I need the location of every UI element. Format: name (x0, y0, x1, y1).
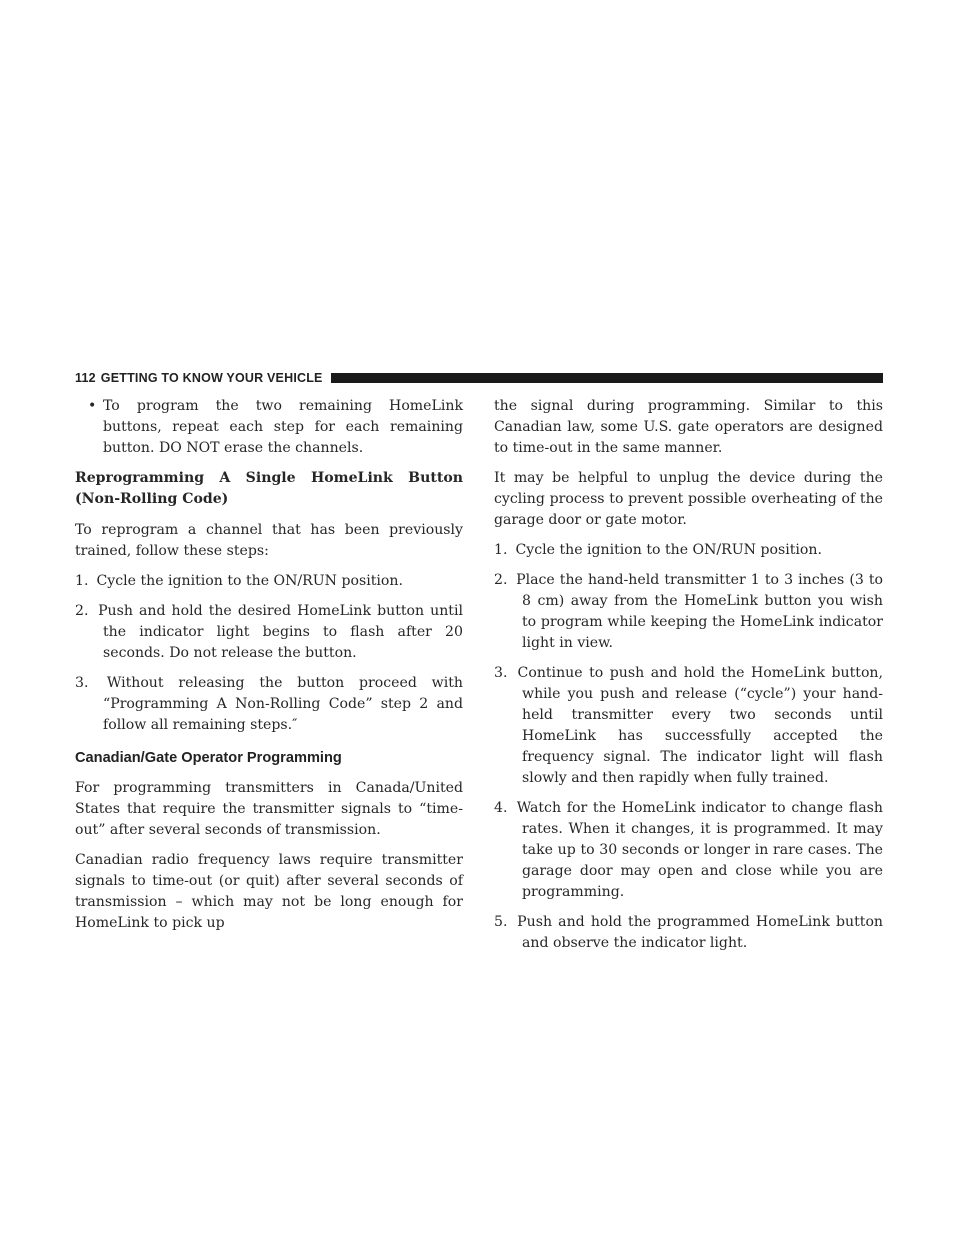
bullet-icon: • (88, 398, 97, 414)
step-text: Place the hand-held transmitter 1 to 3 inches (3 to 8 cm) away from the HomeLink button you wish to program while keeping the HomeLink indicator light in view. (516, 572, 884, 651)
right-step-5 (494, 912, 883, 954)
left-step-2 (75, 601, 463, 664)
step-text: Continue to push and hold the HomeLink button, while you push and release (“cycle”) your hand-held transmitter every two seconds until HomeLink has successfully accepted the frequency signal. The indicator light will flash slowly and then rapidly when fully trained. (517, 665, 883, 786)
right-column (494, 396, 883, 963)
intro-paragraph: To reprogram a channel that has been previously trained, follow these steps: (75, 522, 463, 559)
step-number: 3. (75, 675, 89, 691)
step-number: 2. (75, 603, 89, 619)
step-number: 5. (494, 914, 508, 930)
right-step-2 (494, 570, 883, 654)
step-text: Watch for the HomeLink indicator to change flash rates. When it changes, it is programmed. It may take up to 30 seconds or longer in rare cases. The garage door may open and close while you are programming. (516, 800, 883, 900)
step-number: 1. (75, 573, 89, 589)
step-number: 2. (494, 572, 508, 588)
step-text: Without releasing the button proceed with “Programming A Non-Rolling Code” step 2 and follow all remaining steps.″ (103, 675, 463, 733)
page-header (75, 371, 883, 385)
bullet-text: To program the two remaining HomeLink buttons, repeat each step for each remaining button. DO NOT erase the channels. (103, 398, 463, 456)
step-text: Cycle the ignition to the ON/RUN position. (96, 573, 403, 589)
right-step-4 (494, 798, 883, 903)
step-number: 3. (494, 665, 508, 681)
header-rule (331, 373, 883, 383)
paragraph-signal-continued: the signal during programming. Similar to this Canadian law, some U.S. gate operators are designed to time-out in the same manner. (494, 398, 883, 456)
paragraph-programming-transmitters: For programming transmitters in Canada/United States that require the transmitter signals to “time-out” after several seconds of transmission. (75, 780, 463, 838)
left-column (75, 396, 463, 943)
paragraph-canadian-laws: Canadian radio frequency laws require transmitter signals to time-out (or quit) after several seconds of transmission – which may not be long enough for HomeLink to pick up (75, 852, 463, 931)
right-step-1 (494, 540, 883, 561)
right-step-3 (494, 663, 883, 789)
section-title: GETTING TO KNOW YOUR VEHICLE (100, 371, 323, 385)
step-text: Push and hold the desired HomeLink button until the indicator light begins to flash after 20 seconds. Do not release the button. (98, 603, 463, 661)
step-number: 4. (494, 800, 508, 816)
left-step-1 (75, 571, 463, 592)
step-text: Cycle the ignition to the ON/RUN position. (515, 542, 822, 558)
step-text: Push and hold the programmed HomeLink button and observe the indicator light. (517, 914, 884, 951)
subheading-reprogramming: Reprogramming A Single HomeLink Button (Non-Rolling Code) (75, 470, 463, 507)
heading-canadian-gate: Canadian/Gate Operator Programming (75, 750, 342, 766)
left-step-3 (75, 673, 463, 736)
page-number: 112 (75, 371, 96, 385)
bullet-item (75, 396, 463, 459)
paragraph-unplug-device: It may be helpful to unplug the device during the cycling process to prevent possible overheating of the garage door or gate motor. (494, 470, 883, 528)
step-number: 1. (494, 542, 508, 558)
